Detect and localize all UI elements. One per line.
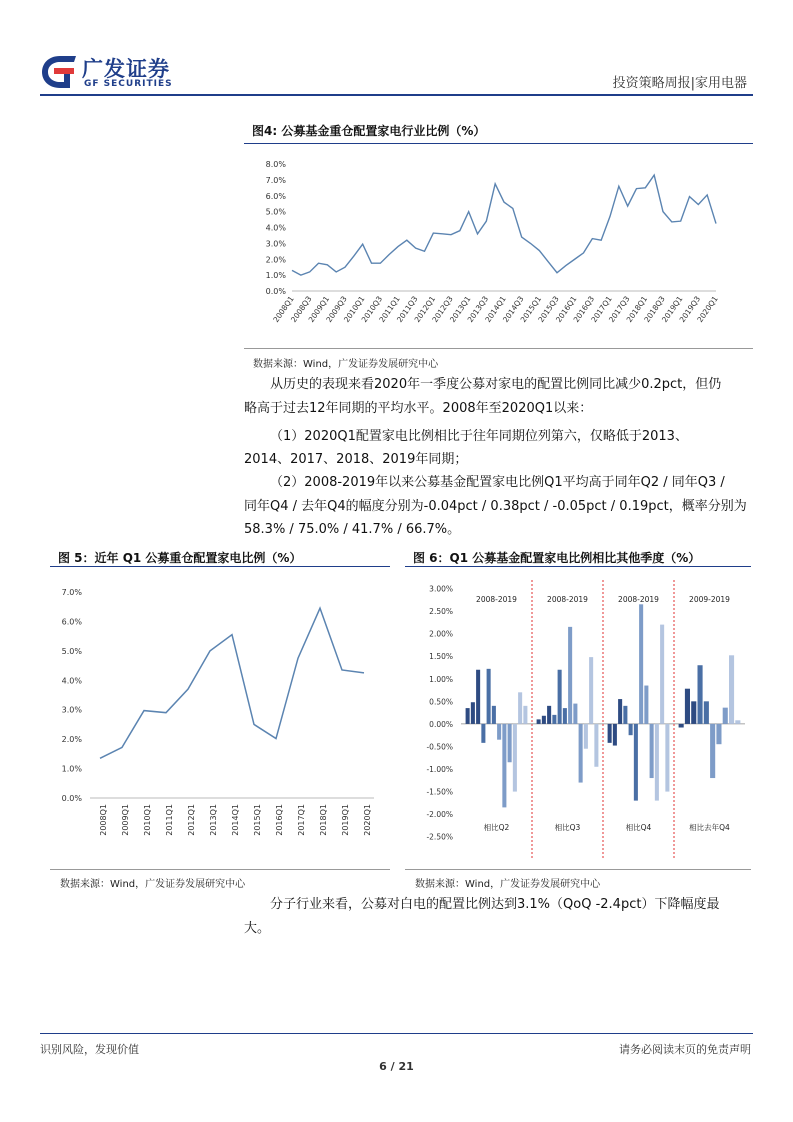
y-tick-label: 5.0%: [265, 207, 286, 217]
y-tick-label: 0.00%: [429, 719, 453, 729]
bar: [508, 724, 512, 762]
logo-cn: 广发证券: [82, 57, 170, 81]
y-tick-label: 2.50%: [429, 607, 453, 617]
y-tick-label: 1.50%: [429, 652, 453, 662]
x-tick-label: 2012Q1: [412, 294, 438, 325]
bar: [665, 724, 669, 792]
x-tick-label: 2016Q1: [554, 294, 579, 325]
bar: [492, 706, 496, 724]
x-tick-label: 2018Q1: [318, 804, 328, 836]
bar: [466, 708, 470, 724]
bar: [639, 604, 643, 724]
x-tick-label: 2015Q3: [536, 294, 561, 325]
gf-logo-icon: [40, 54, 80, 90]
bar: [660, 625, 664, 724]
group-period-label: 2008-2019: [547, 595, 588, 605]
figure4-bottom-rule: [244, 348, 753, 349]
bar: [481, 724, 485, 743]
series-line: [292, 175, 716, 275]
bar: [579, 724, 583, 783]
page-number: 6 / 21: [379, 1060, 414, 1073]
paragraph-line-2: 略高于过去12年同期的平均水平。2008年至2020Q1以来：: [244, 401, 593, 416]
x-tick-label: 2011Q1: [164, 804, 174, 836]
figure5-top-rule: [50, 566, 390, 567]
bar: [698, 665, 703, 724]
y-tick-label: -2.00%: [426, 810, 453, 820]
bar: [710, 724, 715, 778]
x-tick-label: 2020Q1: [362, 804, 372, 836]
x-tick-label: 2019Q1: [340, 804, 350, 836]
figure4-source: 数据来源：Wind，广发证券发展研究中心: [253, 359, 439, 370]
header-rule: [40, 94, 753, 96]
y-tick-label: 5.0%: [61, 646, 82, 656]
x-tick-label: 2017Q1: [589, 294, 614, 325]
y-tick-label: -1.00%: [426, 765, 453, 775]
bar: [608, 724, 612, 743]
bar: [523, 706, 527, 724]
logo-en: GF SECURITIES: [84, 79, 173, 89]
x-tick-label: 2011Q1: [377, 294, 402, 325]
bar: [476, 670, 480, 724]
x-tick-label: 2013Q3: [465, 294, 491, 325]
bar: [594, 724, 598, 767]
x-tick-label: 2018Q3: [642, 294, 667, 325]
header-section: 投资策略周报|家用电器: [612, 76, 747, 91]
bar: [497, 724, 501, 740]
paragraph-line-7: 58.3% / 75.0% / 41.7% / 66.7%。: [244, 522, 461, 537]
x-tick-label: 2016Q3: [571, 294, 597, 325]
y-tick-label: 7.0%: [61, 588, 82, 597]
x-tick-label: 2009Q1: [306, 294, 332, 325]
y-tick-label: -1.50%: [426, 787, 453, 797]
x-tick-label: 2010Q1: [342, 294, 367, 325]
bar: [618, 699, 622, 724]
y-tick-label: 6.0%: [61, 617, 82, 627]
series-line: [100, 608, 364, 758]
group-label: 相比Q4: [625, 822, 652, 832]
bar: [723, 708, 728, 724]
bar: [704, 701, 709, 724]
paragraph-line-3: （1）2020Q1配置家电比例相比于往年同期位列第六，仅略低于2013、: [270, 429, 688, 444]
bar: [679, 724, 684, 728]
y-tick-label: 4.0%: [265, 223, 286, 233]
footer-right: 请务必阅读末页的免责声明: [619, 1043, 751, 1056]
bar: [729, 655, 734, 724]
figure5-bottom-rule: [50, 869, 390, 870]
y-tick-label: 3.0%: [61, 705, 82, 715]
figure5-chart: [50, 568, 390, 868]
figure6-bottom-rule: [405, 869, 751, 870]
x-tick-label: 2016Q1: [274, 804, 284, 836]
bar: [471, 702, 475, 724]
bar: [589, 657, 593, 724]
figure5-title: 图 5：近年 Q1 公募重仓配置家电比例（%）: [58, 551, 302, 565]
bar: [513, 724, 517, 792]
figure6-source: 数据来源：Wind，广发证券发展研究中心: [415, 879, 601, 890]
x-tick-label: 2015Q1: [518, 294, 544, 325]
x-tick-label: 2011Q3: [395, 294, 420, 325]
bar: [716, 724, 721, 744]
bar: [487, 669, 491, 724]
x-tick-label: 2013Q1: [448, 294, 473, 325]
bar: [563, 708, 567, 724]
paragraph-line-6: 同年Q4 / 去年Q4的幅度分别为-0.04pct / 0.38pct / -0.05pct / 0.19pct，概率分别为: [244, 499, 747, 514]
bar: [552, 715, 556, 724]
closing-line-1: 分子行业来看，公募对白电的配置比例达到3.1%（QoQ -2.4pct）下降幅度最: [270, 897, 720, 912]
bar: [573, 704, 577, 724]
x-tick-label: 2013Q1: [208, 804, 218, 836]
group-period-label: 2008-2019: [618, 595, 659, 605]
footer-left: 识别风险，发现价值: [40, 1043, 139, 1056]
figure4-top-rule: [244, 143, 753, 144]
x-tick-label: 2020Q1: [695, 294, 720, 325]
x-tick-label: 2008Q3: [289, 294, 314, 325]
x-tick-label: 2008Q1: [98, 804, 108, 836]
x-tick-label: 2010Q1: [142, 804, 152, 836]
x-tick-label: 2009Q1: [120, 804, 130, 836]
group-label: 相比去年Q4: [689, 822, 730, 832]
figure4-chart: [244, 146, 753, 346]
bar: [685, 689, 690, 724]
y-tick-label: 3.00%: [429, 584, 453, 594]
paragraph-line-5: （2）2008-2019年以来公募基金配置家电比例Q1平均高于同年Q2 / 同年Q3 /: [270, 475, 725, 490]
bar: [644, 686, 648, 724]
bar: [735, 720, 740, 724]
x-tick-label: 2014Q1: [483, 294, 508, 325]
closing-line-2: 大。: [244, 921, 271, 936]
x-tick-label: 2008Q1: [271, 294, 296, 325]
y-tick-label: 8.0%: [265, 160, 286, 169]
group-label: 相比Q2: [483, 822, 510, 832]
x-tick-label: 2014Q1: [230, 804, 240, 836]
footer-rule: [40, 1033, 753, 1034]
logo: [40, 54, 80, 90]
x-tick-label: 2012Q3: [430, 294, 455, 325]
y-tick-label: 1.00%: [429, 674, 453, 684]
bar: [518, 692, 522, 724]
bar: [547, 706, 551, 724]
bar: [655, 724, 659, 801]
figure4-title: 图4: 公募基金重仓配置家电行业比例（%）: [252, 124, 486, 138]
figure6-title: 图 6：Q1 公募基金配置家电比例相比其他季度（%）: [413, 551, 701, 565]
x-tick-label: 2017Q1: [296, 804, 306, 836]
y-tick-label: 0.0%: [61, 794, 82, 803]
bar: [558, 670, 562, 724]
bar: [584, 724, 588, 749]
y-tick-label: 7.0%: [265, 175, 286, 185]
y-tick-label: 2.0%: [61, 735, 82, 745]
x-tick-label: 2014Q3: [501, 294, 526, 325]
bar: [691, 701, 696, 724]
y-tick-label: -2.50%: [426, 832, 453, 842]
y-tick-label: 2.00%: [429, 629, 453, 639]
bar: [650, 724, 654, 778]
paragraph-line-1: 从历史的表现来看2020年一季度公募对家电的配置比例同比减少0.2pct，但仍: [270, 377, 722, 392]
y-tick-label: 4.0%: [61, 676, 82, 686]
x-tick-label: 2012Q1: [186, 804, 196, 836]
x-tick-label: 2010Q3: [359, 294, 385, 325]
y-tick-label: 3.0%: [265, 239, 286, 249]
bar: [542, 716, 546, 724]
bar: [568, 627, 572, 724]
y-tick-label: 6.0%: [265, 191, 286, 201]
y-tick-label: -0.50%: [426, 742, 453, 752]
paragraph-line-4: 2014、2017、2018、2019年同期；: [244, 452, 468, 467]
group-period-label: 2008-2019: [476, 595, 517, 605]
bar: [634, 724, 638, 801]
x-tick-label: 2019Q3: [677, 294, 703, 325]
x-tick-label: 2009Q3: [324, 294, 349, 325]
y-tick-label: 1.0%: [265, 271, 286, 281]
x-tick-label: 2019Q1: [660, 294, 685, 325]
figure6-top-rule: [405, 566, 751, 567]
y-tick-label: 0.0%: [265, 287, 286, 296]
group-period-label: 2009-2019: [689, 595, 730, 605]
figure6-chart: [405, 568, 751, 868]
bar: [629, 724, 633, 735]
bar: [623, 706, 627, 724]
y-tick-label: 2.0%: [265, 255, 286, 265]
figure5-source: 数据来源：Wind，广发证券发展研究中心: [60, 879, 246, 890]
x-tick-label: 2015Q1: [252, 804, 262, 836]
bar: [613, 724, 617, 746]
y-tick-label: 1.0%: [61, 764, 82, 774]
x-tick-label: 2018Q1: [624, 294, 650, 325]
y-tick-label: 0.50%: [429, 697, 453, 707]
bar: [537, 719, 541, 724]
group-label: 相比Q3: [554, 822, 581, 832]
x-tick-label: 2017Q3: [607, 294, 632, 325]
bar: [502, 724, 506, 807]
